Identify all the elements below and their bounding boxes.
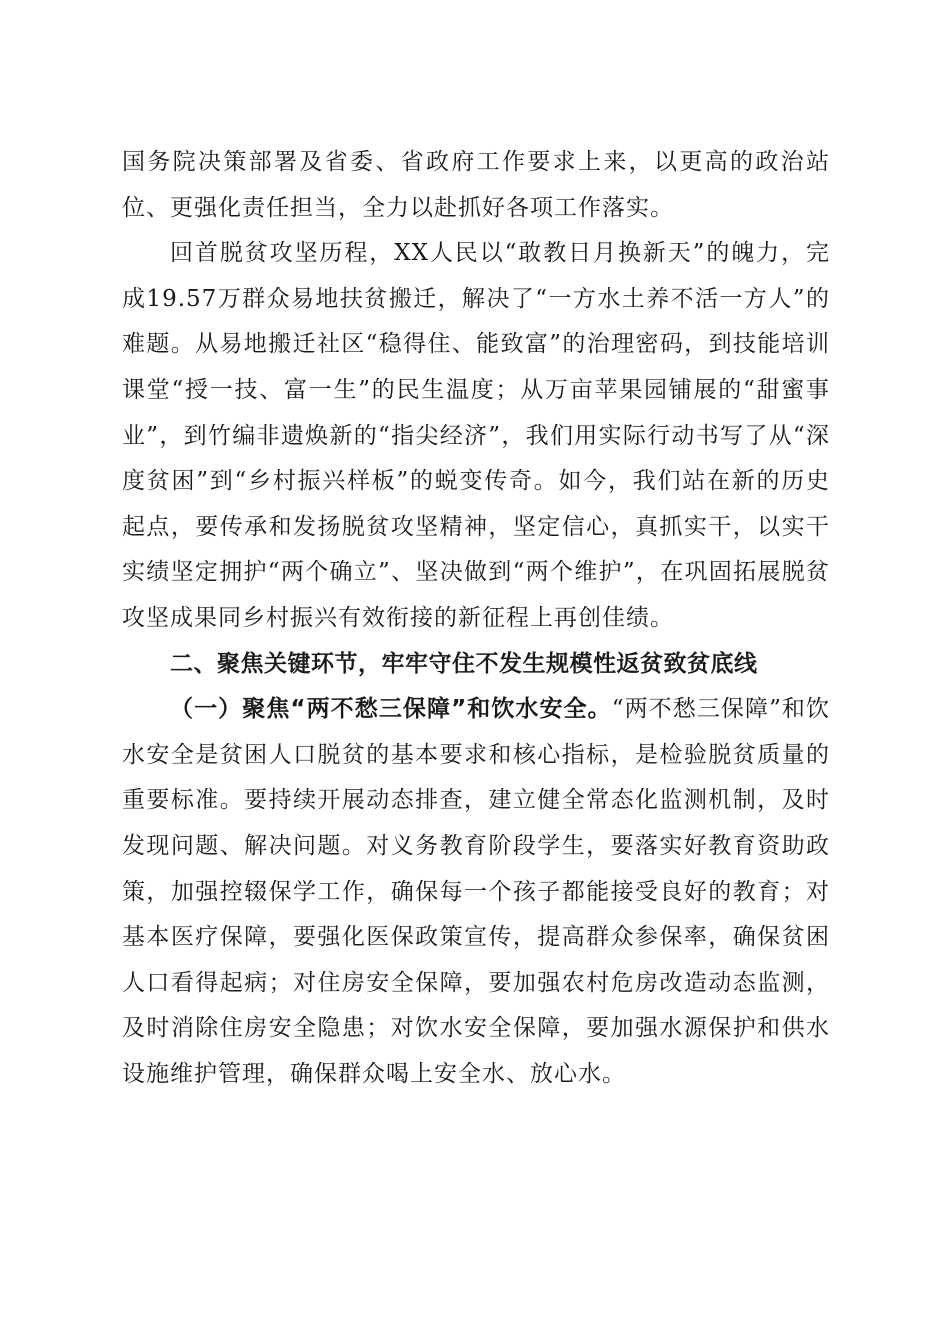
paragraph-poverty-review: 回首脱贫攻坚历程，XX人民以“敢教日月换新天”的魄力，完成19.57万群众易地扶贫搬迁，解决了“一方水土养不活一方人”的难题。从易地搬迁社区“稳得住、能致富”的治理密码，到技能培训课堂“授一技、富一生”的民生温度；从万亩苹果园铺展的“甜蜜事业”，到竹编非遗焕新的“指尖经济”，我们用实际行动书写了从“深度贫困”到“乡村振兴样板”的蜕变传奇。如今，我们站在新的历史起点，要传承和发扬脱贫攻坚精神，坚定信心，真抓实干，以实干实绩坚定拥护“两个确立”、坚决做到“两个维护”，在巩固拓展脱贫攻坚成果同乡村振兴有效衔接的新征程上再创佳绩。 xyxy=(122,240,830,631)
document-body xyxy=(122,140,830,1097)
section-heading: 二、聚焦关键环节，牢牢守住不发生规模性返贫致贫底线 xyxy=(170,650,758,677)
subsection-body: “两不愁三保障”和饮水安全是贫困人口脱贫的基本要求和核心指标，是检验脱贫质量的重要标准。要持续开展动态排查，建立健全常态化监测机制，及时发现问题、解决问题。对义务教育阶段学生，要落实好教育资助政策，加强控辍保学工作，确保每一个孩子都能接受良好的教育；对基本医疗保障，要强化医保政策宣传，提高群众参保率，确保贫困人口看得起病；对住房安全保障，要加强农村危房改造动态监测，及时消除住房安全隐患；对饮水安全保障，要加强水源保护和供水设施维护管理，确保群众喝上安全水、放心水。 xyxy=(122,696,830,1087)
subsection-paragraph xyxy=(122,687,830,1097)
subsection-lead: （一）聚焦“两不愁三保障”和饮水安全。 xyxy=(170,696,612,723)
paragraph-continuation: 国务院决策部署及省委、省政府工作要求上来，以更高的政治站位、更强化责任担当，全力以赴抓好各项工作落实。 xyxy=(122,149,830,221)
